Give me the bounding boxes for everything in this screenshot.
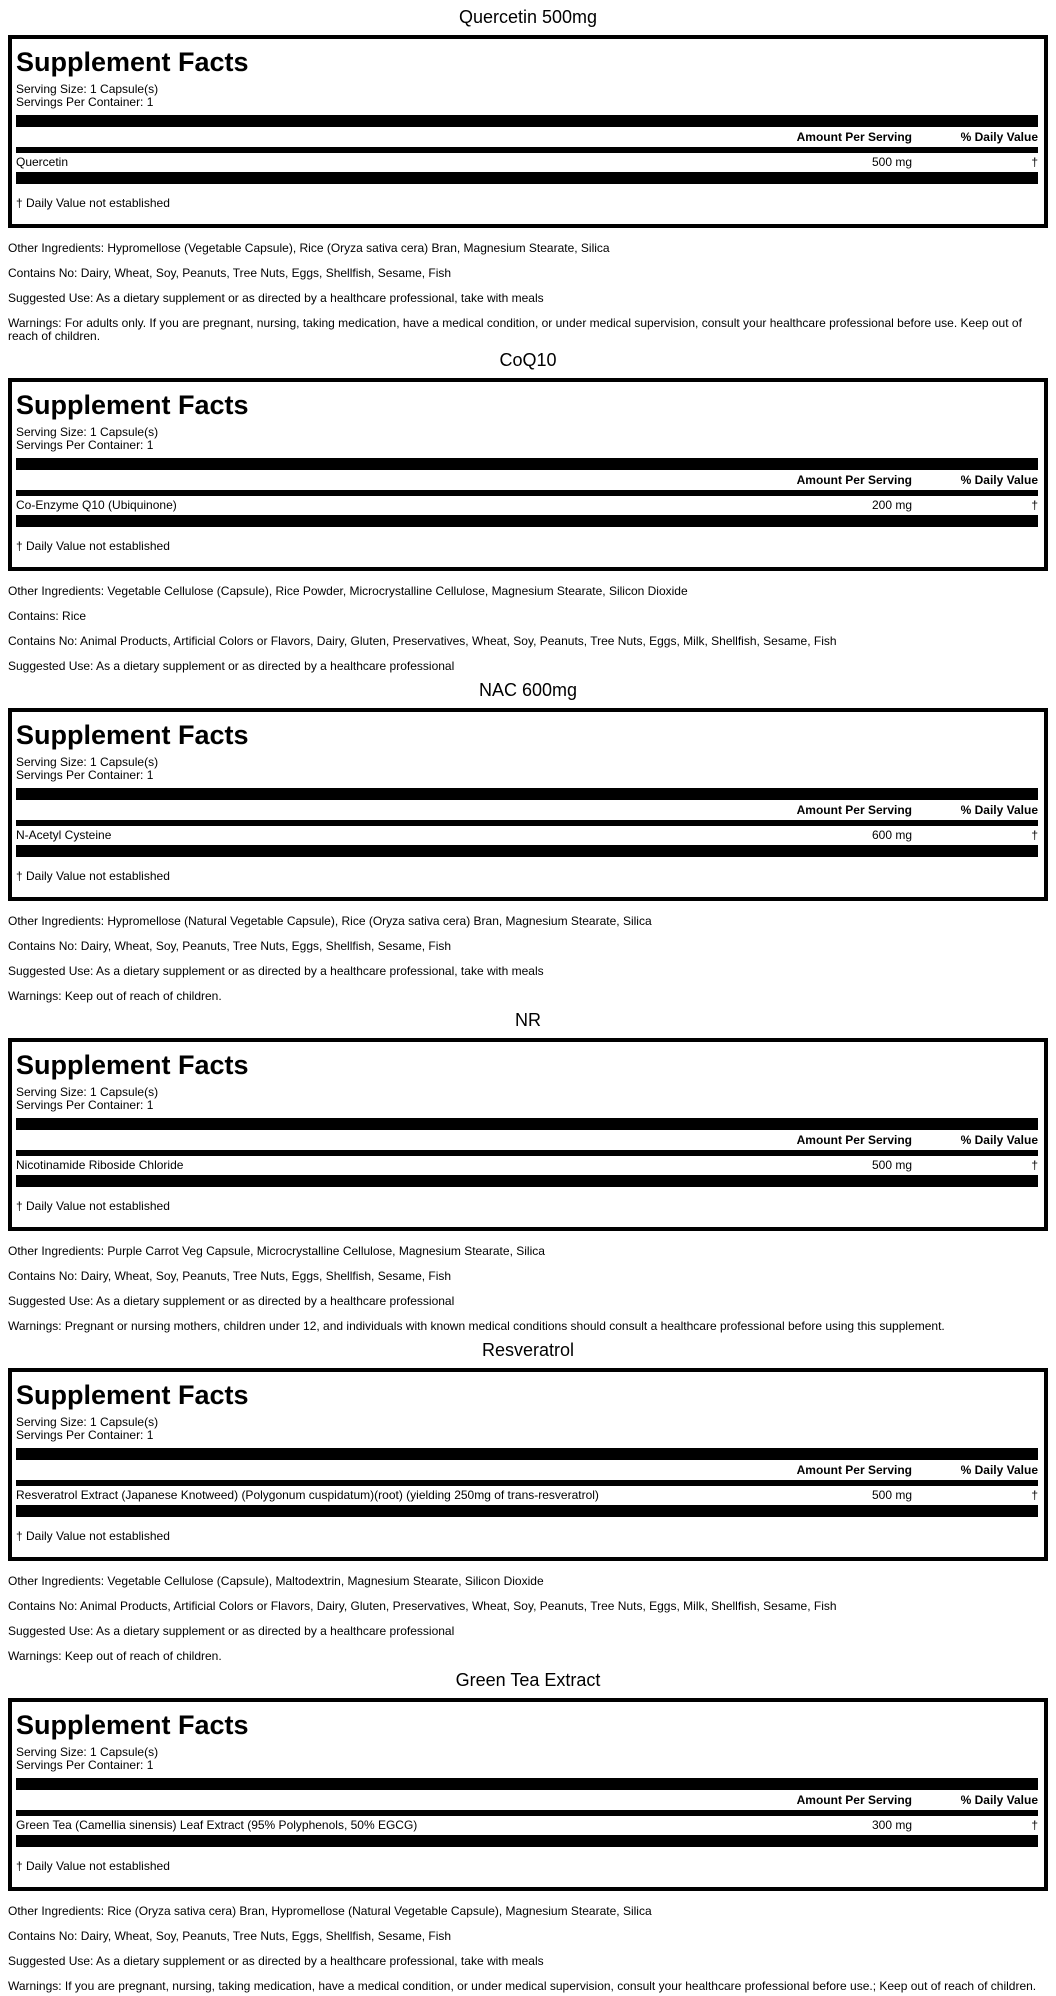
thick-divider — [16, 788, 1038, 800]
ingredient-name: Resveratrol Extract (Japanese Knotweed) (Polygonum cuspidatum)(root) (yielding 250mg of trans-resveratrol) — [16, 1488, 599, 1502]
info-line: Contains No: Dairy, Wheat, Soy, Peanuts, Tree Nuts, Eggs, Shellfish, Sesame, Fish — [8, 939, 452, 953]
ingredient-amount: 500 mg — [871, 1488, 912, 1502]
supplement-facts-heading: Supplement Facts — [16, 1710, 249, 1740]
info-line: Suggested Use: As a dietary supplement or as directed by a healthcare professional — [8, 659, 455, 673]
ingredient-name: N-Acetyl Cysteine — [16, 828, 112, 842]
serving-size: Serving Size: 1 Capsule(s) — [16, 82, 159, 96]
ingredient-row — [16, 828, 1038, 843]
info-line: Warnings: Keep out of reach of children. — [8, 989, 222, 1003]
product-title: Resveratrol — [481, 1340, 575, 1360]
supplement-facts-panel — [8, 1038, 1048, 1231]
info-line: Contains: Rice — [8, 609, 87, 623]
product-section — [8, 1340, 1048, 1663]
product-title: Quercetin 500mg — [458, 7, 598, 27]
info-line: Other Ingredients: Hypromellose (Natural Vegetable Capsule), Rice (Oryza sativa cera) Bran, Magnesium Stearate, Silica — [8, 914, 652, 928]
info-line: Warnings: If you are pregnant, nursing, taking medication, have a medical condition, or under medical supervision, consult your healthcare professional before use.; Keep out of reach of children. — [8, 1979, 1037, 1993]
product-title: NAC 600mg — [478, 680, 578, 700]
daily-value-header: % Daily Value — [960, 130, 1038, 144]
header-spacer — [16, 1132, 752, 1148]
supplement-facts-panel — [8, 1368, 1048, 1561]
product-section — [8, 680, 1048, 1003]
daily-value-header: % Daily Value — [960, 1133, 1038, 1147]
thin-divider — [16, 490, 1038, 496]
product-section — [8, 1670, 1048, 1993]
info-line: Suggested Use: As a dietary supplement or as directed by a healthcare professional — [8, 1294, 455, 1308]
facts-header-row — [16, 1132, 1038, 1148]
thin-divider — [16, 820, 1038, 826]
servings-per-container: Servings Per Container: 1 — [16, 1758, 154, 1772]
product-info — [8, 1905, 1048, 1993]
supplement-facts-panel — [8, 708, 1048, 901]
amount-per-serving-header: Amount Per Serving — [796, 803, 912, 817]
daily-value-footnote: † Daily Value not established — [16, 1199, 170, 1213]
info-line: Contains No: Dairy, Wheat, Soy, Peanuts, Tree Nuts, Eggs, Shellfish, Sesame, Fish — [8, 1269, 452, 1283]
info-line: Contains No: Dairy, Wheat, Soy, Peanuts, Tree Nuts, Eggs, Shellfish, Sesame, Fish — [8, 1929, 452, 1943]
supplement-facts-panel — [8, 35, 1048, 228]
thick-divider — [16, 172, 1038, 184]
ingredient-daily-value: † — [1031, 1158, 1038, 1172]
info-line: Other Ingredients: Vegetable Cellulose (Capsule), Rice Powder, Microcrystalline Cellulose, Magnesium Stearate, Silicon Dioxide — [8, 584, 688, 598]
supplement-facts-panel — [8, 1698, 1048, 1891]
thick-divider — [16, 1118, 1038, 1130]
supplement-facts-heading: Supplement Facts — [16, 390, 249, 420]
ingredient-row — [16, 1158, 1038, 1173]
facts-header-row — [16, 802, 1038, 818]
product-info — [8, 1245, 1048, 1333]
daily-value-footnote: † Daily Value not established — [16, 1859, 170, 1873]
product-section — [8, 1010, 1048, 1333]
info-line: Suggested Use: As a dietary supplement or as directed by a healthcare professional, take with meals — [8, 291, 544, 305]
servings-per-container: Servings Per Container: 1 — [16, 1098, 154, 1112]
ingredient-row — [16, 155, 1038, 170]
amount-per-serving-header: Amount Per Serving — [796, 1463, 912, 1477]
daily-value-header: % Daily Value — [960, 1793, 1038, 1807]
product-section — [8, 7, 1048, 343]
ingredient-amount: 200 mg — [871, 498, 912, 512]
daily-value-footnote: † Daily Value not established — [16, 869, 170, 883]
thick-divider — [16, 845, 1038, 857]
product-title: Green Tea Extract — [455, 1670, 601, 1690]
supplement-facts-heading: Supplement Facts — [16, 47, 249, 77]
header-spacer — [16, 472, 752, 488]
ingredient-daily-value: † — [1031, 828, 1038, 842]
daily-value-header: % Daily Value — [960, 473, 1038, 487]
daily-value-footnote: † Daily Value not established — [16, 1529, 170, 1543]
servings-per-container: Servings Per Container: 1 — [16, 1428, 154, 1442]
info-line: Warnings: Pregnant or nursing mothers, children under 12, and individuals with known medical conditions should consult a healthcare professional before using this supplement. — [8, 1319, 945, 1333]
product-title: CoQ10 — [499, 350, 557, 370]
daily-value-header: % Daily Value — [960, 803, 1038, 817]
product-info — [8, 915, 1048, 1003]
info-line: Warnings: Keep out of reach of children. — [8, 1649, 222, 1663]
thick-divider — [16, 1778, 1038, 1790]
supplement-facts-panel — [8, 378, 1048, 571]
header-spacer — [16, 1792, 752, 1808]
thin-divider — [16, 1810, 1038, 1816]
ingredient-daily-value: † — [1031, 1818, 1038, 1832]
amount-per-serving-header: Amount Per Serving — [796, 1133, 912, 1147]
ingredient-amount: 300 mg — [871, 1818, 912, 1832]
product-info — [8, 1575, 1048, 1663]
info-line: Warnings: For adults only. If you are pregnant, nursing, taking medication, have a medical condition, or under medical supervision, consult your healthcare professional before use. Keep out of reach of children. — [8, 316, 1022, 343]
ingredient-daily-value: † — [1031, 155, 1038, 169]
ingredient-row — [16, 1488, 1038, 1503]
ingredient-name: Green Tea (Camellia sinensis) Leaf Extract (95% Polyphenols, 50% EGCG) — [16, 1818, 418, 1832]
ingredient-amount: 500 mg — [871, 1158, 912, 1172]
thick-divider — [16, 515, 1038, 527]
header-spacer — [16, 129, 752, 145]
servings-per-container: Servings Per Container: 1 — [16, 768, 154, 782]
info-line: Other Ingredients: Vegetable Cellulose (Capsule), Maltodextrin, Magnesium Stearate, Silicon Dioxide — [8, 1574, 544, 1588]
supplement-facts-heading: Supplement Facts — [16, 720, 249, 750]
ingredient-daily-value: † — [1031, 1488, 1038, 1502]
header-spacer — [16, 1462, 752, 1478]
serving-size: Serving Size: 1 Capsule(s) — [16, 755, 159, 769]
serving-size: Serving Size: 1 Capsule(s) — [16, 1745, 159, 1759]
ingredient-daily-value: † — [1031, 498, 1038, 512]
thick-divider — [16, 1175, 1038, 1187]
facts-header-row — [16, 1462, 1038, 1478]
ingredient-name: Co-Enzyme Q10 (Ubiquinone) — [16, 498, 177, 512]
header-spacer — [16, 802, 752, 818]
amount-per-serving-header: Amount Per Serving — [796, 130, 912, 144]
ingredient-amount: 500 mg — [871, 155, 912, 169]
daily-value-footnote: † Daily Value not established — [16, 539, 170, 553]
thick-divider — [16, 1448, 1038, 1460]
serving-size: Serving Size: 1 Capsule(s) — [16, 1085, 159, 1099]
facts-header-row — [16, 129, 1038, 145]
thick-divider — [16, 458, 1038, 470]
thick-divider — [16, 1835, 1038, 1847]
product-title: NR — [515, 1010, 541, 1030]
daily-value-footnote: † Daily Value not established — [16, 196, 170, 210]
info-line: Suggested Use: As a dietary supplement or as directed by a healthcare professional, take with meals — [8, 964, 544, 978]
thick-divider — [16, 115, 1038, 127]
thin-divider — [16, 147, 1038, 153]
facts-header-row — [16, 472, 1038, 488]
amount-per-serving-header: Amount Per Serving — [796, 473, 912, 487]
info-line: Other Ingredients: Rice (Oryza sativa cera) Bran, Hypromellose (Natural Vegetable Capsule), Magnesium Stearate, Silica — [8, 1904, 652, 1918]
serving-size: Serving Size: 1 Capsule(s) — [16, 1415, 159, 1429]
supplement-facts-heading: Supplement Facts — [16, 1050, 249, 1080]
info-line: Suggested Use: As a dietary supplement or as directed by a healthcare professional, take with meals — [8, 1954, 544, 1968]
servings-per-container: Servings Per Container: 1 — [16, 438, 154, 452]
product-list — [0, 7, 1056, 1993]
amount-per-serving-header: Amount Per Serving — [796, 1793, 912, 1807]
product-section — [8, 350, 1048, 673]
info-line: Contains No: Dairy, Wheat, Soy, Peanuts, Tree Nuts, Eggs, Shellfish, Sesame, Fish — [8, 266, 452, 280]
ingredient-amount: 600 mg — [871, 828, 912, 842]
servings-per-container: Servings Per Container: 1 — [16, 95, 154, 109]
thin-divider — [16, 1480, 1038, 1486]
thick-divider — [16, 1505, 1038, 1517]
product-info — [8, 242, 1048, 343]
supplement-facts-heading: Supplement Facts — [16, 1380, 249, 1410]
serving-size: Serving Size: 1 Capsule(s) — [16, 425, 159, 439]
ingredient-name: Nicotinamide Riboside Chloride — [16, 1158, 184, 1172]
ingredient-row — [16, 498, 1038, 513]
info-line: Suggested Use: As a dietary supplement or as directed by a healthcare professional — [8, 1624, 455, 1638]
info-line: Contains No: Animal Products, Artificial Colors or Flavors, Dairy, Gluten, Preservatives, Wheat, Soy, Peanuts, Tree Nuts, Eggs, Milk, Shellfish, Sesame, Fish — [8, 634, 837, 648]
facts-header-row — [16, 1792, 1038, 1808]
ingredient-row — [16, 1818, 1038, 1833]
info-line: Other Ingredients: Purple Carrot Veg Capsule, Microcrystalline Cellulose, Magnesium Stearate, Silica — [8, 1244, 545, 1258]
daily-value-header: % Daily Value — [960, 1463, 1038, 1477]
ingredient-name: Quercetin — [16, 155, 69, 169]
info-line: Other Ingredients: Hypromellose (Vegetable Capsule), Rice (Oryza sativa cera) Bran, Magnesium Stearate, Silica — [8, 241, 610, 255]
product-info — [8, 585, 1048, 673]
info-line: Contains No: Animal Products, Artificial Colors or Flavors, Dairy, Gluten, Preservatives, Wheat, Soy, Peanuts, Tree Nuts, Eggs, Milk, Shellfish, Sesame, Fish — [8, 1599, 837, 1613]
thin-divider — [16, 1150, 1038, 1156]
